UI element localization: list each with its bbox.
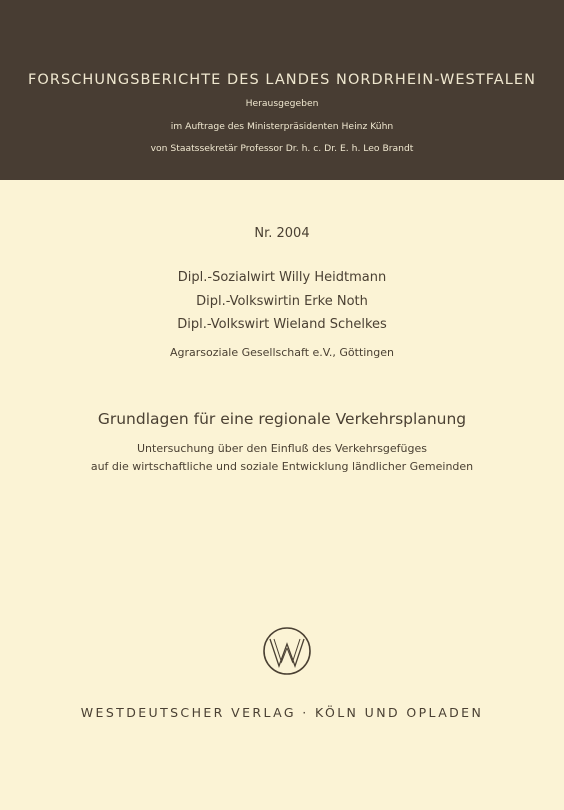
author-name: Dipl.-Volkswirt Wieland Schelkes [177,317,387,332]
editor-line-1: Herausgegeben [245,98,319,109]
author-name: Dipl.-Volkswirtin Erke Noth [196,294,368,309]
subtitle-line-2: auf die wirtschaftliche und soziale Entwicklung ländlicher Gemeinden [90,460,474,473]
book-title: Grundlagen für eine regionale Verkehrsplanung [97,410,467,428]
issue-number: Nr. 2004 [254,226,310,241]
series-title: FORSCHUNGSBERICHTE DES LANDES NORDRHEIN-WESTFALEN [28,72,536,88]
subtitle-line-1: Untersuchung über den Einfluß des Verkehrsgefüges [136,442,428,455]
editor-line-3: von Staatssekretär Professor Dr. h. c. Dr. E. h. Leo Brandt [150,143,414,154]
publisher-imprint: WESTDEUTSCHER VERLAG · KÖLN UND OPLADEN [80,705,484,720]
publisher-logo-icon [262,626,312,676]
institution: Agrarsoziale Gesellschaft e.V., Göttingen [169,346,395,359]
author-name: Dipl.-Sozialwirt Willy Heidtmann [177,270,387,285]
series-header [0,0,564,180]
editor-line-2: im Auftrage des Ministerpräsidenten Heinz Kühn [170,121,394,132]
